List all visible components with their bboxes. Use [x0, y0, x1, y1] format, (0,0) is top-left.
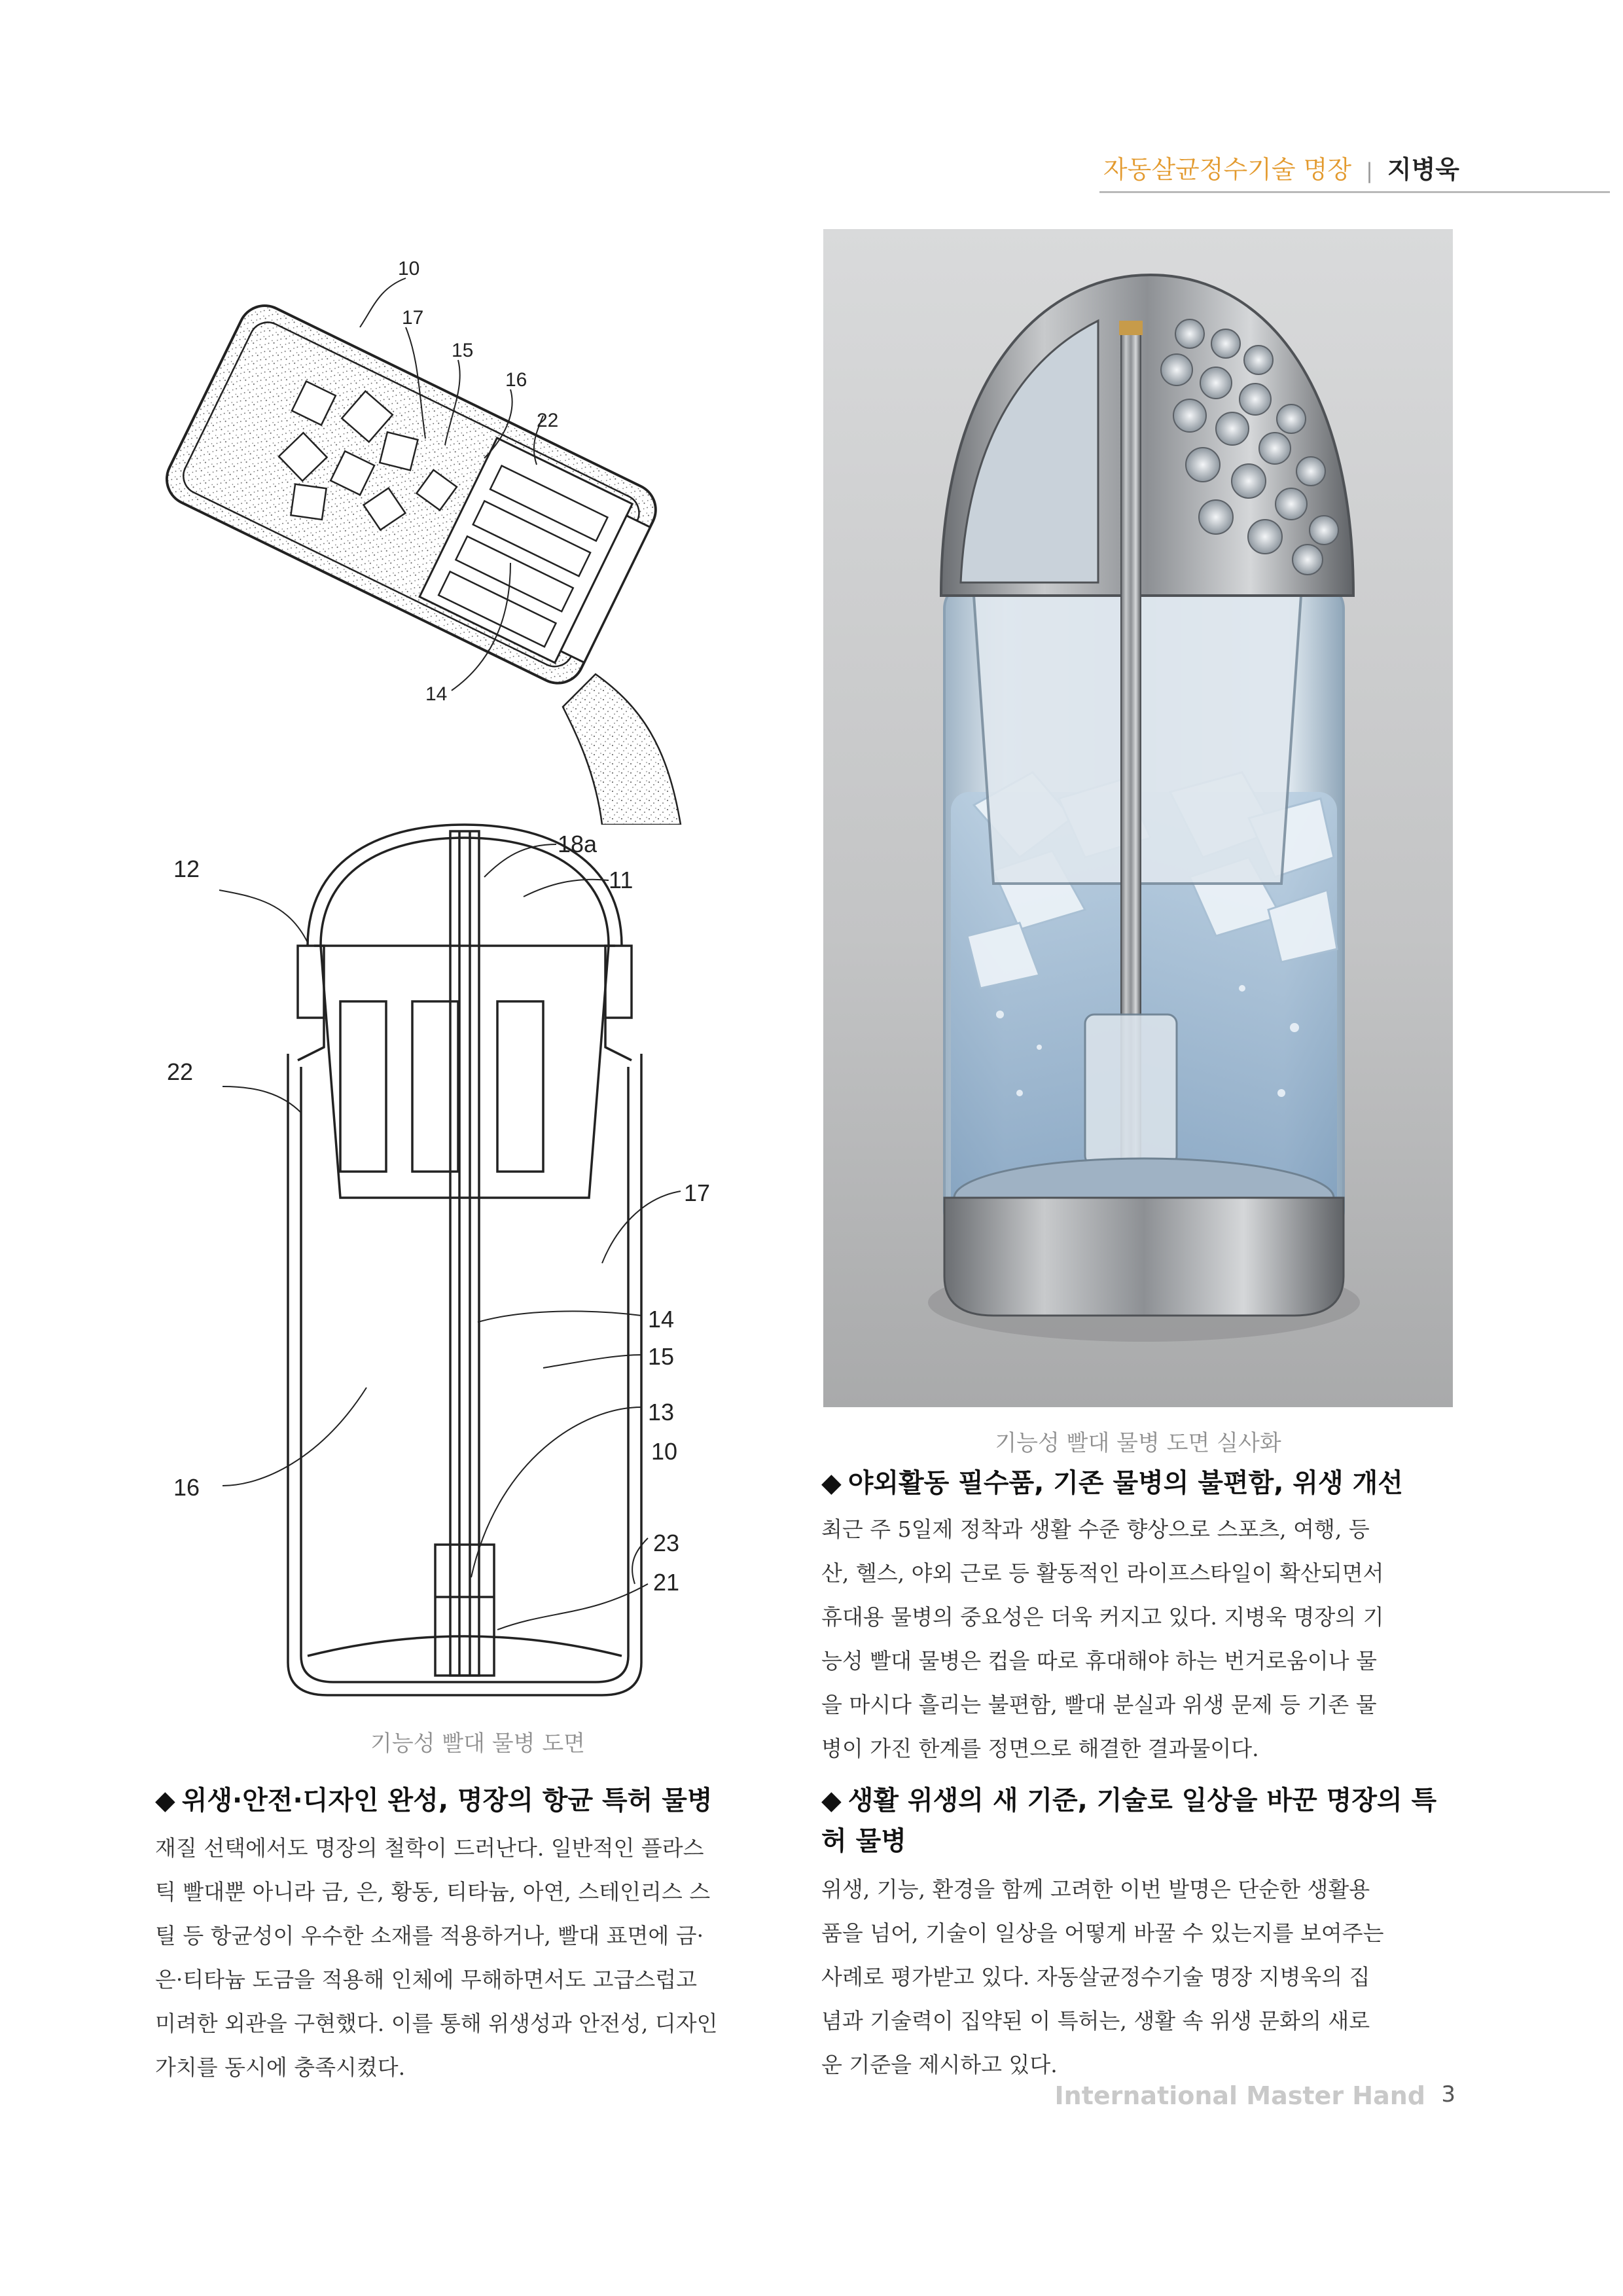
- section-heading-hygiene: [821, 1780, 1466, 1861]
- fig2-label-12: 12: [173, 855, 200, 882]
- fig2-label-11: 11: [609, 867, 633, 893]
- fig2-label-13: 13: [648, 1399, 675, 1426]
- running-header: [1103, 149, 1459, 185]
- section-heading-hygiene-line2: 허 물병: [821, 1826, 906, 1856]
- patent-drawing-top: [144, 249, 733, 825]
- fig2-label-17: 17: [684, 1179, 711, 1206]
- text-line: 위생, 기능, 환경을 함께 고려한 이번 발명은 단순한 생활용: [821, 1876, 1370, 1902]
- header-name: 지병욱: [1387, 155, 1459, 184]
- text-line: 념과 기술력이 집약된 이 특허는, 생활 속 위생 문화의 새로: [821, 2008, 1370, 2034]
- section-heading-design: [155, 1780, 796, 1821]
- fig2-label-10: 10: [651, 1438, 678, 1465]
- page-number: 3: [1441, 2081, 1455, 2108]
- diamond-bullet: ◆: [155, 1785, 175, 1816]
- photo-caption: 기능성 빨대 물병 도면 실사화: [995, 1430, 1281, 1456]
- text-line: 병이 가진 한계를 정면으로 해결한 결과물이다.: [821, 1736, 1259, 1761]
- text-line: 미려한 외관을 구현했다. 이를 통해 위생성과 안전성, 디자인: [155, 2011, 718, 2036]
- patent-drawing-bottom: [157, 805, 798, 1708]
- fig2-label-14: 14: [648, 1306, 675, 1333]
- header-rule: [1099, 191, 1610, 193]
- text-line: 가치를 동시에 충족시켰다.: [155, 2054, 406, 2080]
- text-line: 휴대용 물병의 중요성은 더욱 커지고 있다. 지병욱 명장의 기: [821, 1604, 1384, 1630]
- header-separator: |: [1366, 158, 1373, 183]
- section-body-design: [155, 1826, 787, 2089]
- text-line: 운 기준을 제시하고 있다.: [821, 2052, 1058, 2077]
- fig1-label-17: 17: [402, 307, 424, 329]
- text-line: 산, 헬스, 야외 근로 등 활동적인 라이프스타일이 확산되면서: [821, 1560, 1384, 1586]
- diamond-bullet: ◆: [821, 1785, 842, 1816]
- text-line: 은·티타늄 도금을 적용해 인체에 무해하면서도 고급스럽고: [155, 1967, 698, 1992]
- section-heading-outdoor: [821, 1463, 1463, 1503]
- fig2-label-22: 22: [167, 1058, 194, 1085]
- text-line: 을 마시다 흘리는 불편함, 빨대 분실과 위생 문제 등 기존 물: [821, 1692, 1377, 1717]
- fig1-label-15: 15: [452, 340, 474, 361]
- fig2-label-15: 15: [648, 1343, 675, 1370]
- text-line: 틸 등 항균성이 우수한 소재를 적용하거나, 빨대 표면에 금·: [155, 1923, 704, 1948]
- footer-brand: International Master Hand: [1054, 2081, 1425, 2110]
- text-line: 틱 빨대뿐 아니라 금, 은, 황동, 티타늄, 아연, 스테인리스 스: [155, 1879, 711, 1905]
- text-line: 능성 빨대 물병은 컵을 따로 휴대해야 하는 번거로움이나 물: [821, 1648, 1377, 1674]
- text-line: 사례로 평가받고 있다. 자동살균정수기술 명장 지병욱의 집: [821, 1964, 1370, 1990]
- section-heading-design-text: 위생·안전·디자인 완성, 명장의 항균 특허 물병: [181, 1785, 713, 1816]
- fig2-label-23: 23: [653, 1530, 680, 1556]
- bottle-photo: [823, 229, 1453, 1407]
- fig2-label-18a: 18a: [558, 831, 597, 857]
- section-heading-outdoor-text: 야외활동 필수품, 기존 물병의 불편함, 위생 개선: [847, 1468, 1403, 1498]
- text-line: 품을 넘어, 기술이 일상을 어떻게 바꿀 수 있는지를 보여주는: [821, 1920, 1384, 1946]
- fig1-label-22: 22: [537, 410, 559, 431]
- section-body-outdoor: [821, 1507, 1466, 1770]
- fig1-label-10: 10: [398, 258, 420, 279]
- section-heading-hygiene-line1: 생활 위생의 새 기준, 기술로 일상을 바꾼 명장의 특: [847, 1785, 1437, 1816]
- header-section: 자동살균정수기술 명장: [1103, 155, 1352, 184]
- fig1-label-14: 14: [425, 683, 448, 705]
- text-line: 재질 선택에서도 명장의 철학이 드러난다. 일반적인 플라스: [155, 1835, 704, 1861]
- text-line: 최근 주 5일제 정착과 생활 수준 향상으로 스포츠, 여행, 등: [821, 1516, 1370, 1542]
- fig2-label-16: 16: [173, 1474, 200, 1501]
- section-body-hygiene: [821, 1867, 1466, 2087]
- fig2-label-21: 21: [653, 1569, 680, 1596]
- diamond-bullet: ◆: [821, 1468, 842, 1498]
- fig1-label-16: 16: [505, 369, 527, 391]
- drawing-caption: 기능성 빨대 물병 도면: [370, 1731, 586, 1757]
